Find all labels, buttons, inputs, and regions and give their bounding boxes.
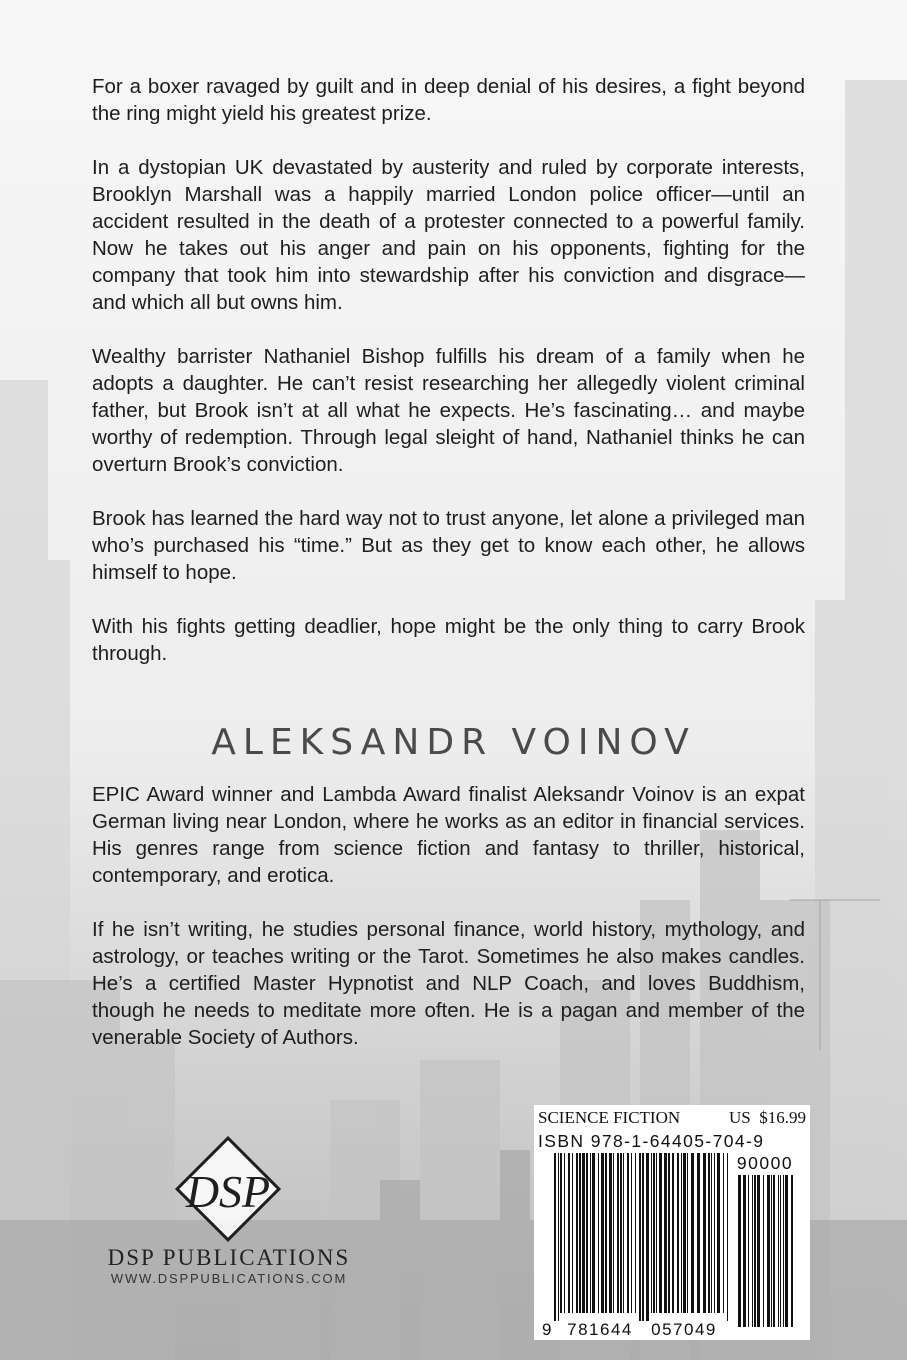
barcode-bar [703,1153,706,1313]
genre-label: SCIENCE FICTION [538,1108,681,1127]
barcode-bar [691,1153,694,1313]
barcode-bar [791,1175,793,1327]
barcode-bar [757,1175,760,1327]
barcode-bar [639,1153,641,1321]
barcode-bar [590,1153,591,1313]
barcode-bar [752,1175,753,1327]
barcode-bar [771,1175,772,1327]
ean-first-digit: 9 [542,1320,552,1339]
barcode-bar [568,1153,570,1313]
barcode-bar [642,1153,644,1321]
barcode-bar [560,1153,562,1313]
author-name-heading: ALEKSANDR VOINOV [211,722,696,763]
blurb-paragraph: With his fights getting deadlier, hope might be the only thing to carry Brook through. [92,615,805,665]
barcode-bar [609,1153,612,1313]
barcode-bar [687,1153,688,1313]
barcode-bar [767,1175,770,1327]
barcode-bar [672,1153,674,1313]
barcode-bar [677,1153,679,1313]
barcode-bar [668,1153,670,1313]
barcode-bar [572,1153,573,1313]
barcode-bar [783,1175,784,1327]
price-label: US $16.99 [729,1108,806,1127]
barcode-bar [617,1153,619,1313]
barcode-bar [558,1153,559,1321]
barcode-bar [582,1153,585,1313]
ean-group2: 057049 [651,1320,717,1339]
barcode-bar [714,1153,715,1313]
barcode-bar [763,1175,764,1327]
barcode-bar [664,1153,667,1313]
barcode-bar [579,1153,581,1313]
barcode-bar [708,1153,710,1313]
barcode-bar [778,1175,779,1327]
barcode-graphic [534,1105,810,1340]
barcode-bar [748,1175,749,1327]
barcode-bar [613,1153,614,1313]
barcode-bar [635,1153,636,1313]
barcode-bar [681,1153,682,1313]
barcode-bar [773,1175,775,1327]
price-code: 90000 [736,1153,794,1173]
barcode-bar [598,1153,599,1313]
blurb-paragraph: In a dystopian UK devastated by austerity and ruled by corporate interests, Brooklyn Marshall was a happily married London police officer—until an accident resulted in the death of a protester connected to a powerful family. Now he takes out his anger and pain on his opponents, fighting for the company that took him into stewardship after his conviction and disgrace—and which all but owns him. [92,156,805,314]
barcode-bar [627,1153,629,1313]
addon-bars [738,1175,793,1327]
barcode-bar [605,1153,607,1313]
barcode-bar [727,1153,728,1321]
blurb-paragraph: For a boxer ravaged by guilt and in deep denial of his desires, a fight beyond the ring might yield his greatest prize. [92,75,805,125]
author-bio [92,781,805,1078]
barcode-bar [653,1153,655,1313]
blurb-paragraph: Wealthy barrister Nathaniel Bishop fulfills his dream of a family when he adopts a daughter. He can’t resist researching her allegedly violent criminal father, but Brook isn’t at all what he expects. He’s fascinating… and maybe worthy of redemption. Through legal sleight of hand, Nathaniel thinks he can overturn Brook’s conviction. [92,345,805,476]
barcode-bar [620,1153,622,1313]
barcode-bar [743,1175,746,1327]
barcode-bar [646,1153,649,1321]
publisher-website: WWW.DSPPUBLICATIONS.COM [110,1271,348,1286]
barcode-bar [656,1153,657,1313]
barcode-bar [554,1153,556,1321]
barcode-bar [697,1153,700,1313]
barcode-bar [601,1153,604,1313]
bio-paragraph: If he isn’t writing, he studies personal finance, world history, mythology, and astrology, or teaches writing or the Tarot. Sometimes he also makes candles. He’s a certified Master Hypnotist and NLP Coach, and loves Buddhism, though he needs to meditate more often. He is a pagan and member of the venerable Society of Authors. [92,918,805,1049]
barcode-bar [623,1153,624,1313]
barcode-bar [659,1153,662,1313]
isbn-label: ISBN 978-1-64405-704-9 [538,1131,765,1151]
barcode-bar [723,1153,724,1313]
ean-bars [554,1153,728,1321]
dsp-logo [172,1133,284,1245]
barcode-bar [564,1153,565,1313]
barcode-bar [586,1153,588,1313]
barcode-panel [534,1105,810,1340]
barcode-bar [631,1153,632,1313]
barcode-bar [592,1153,595,1313]
logo-letters: DSP [185,1166,271,1217]
publisher-name: DSP PUBLICATIONS [107,1245,351,1270]
barcode-bar [754,1175,756,1327]
barcode-bar [711,1153,712,1313]
barcode-bar [683,1153,686,1313]
blurb-paragraph: Brook has learned the hard way not to trust anyone, let alone a privileged man who’s purchased his “time.” But as they get to know each other, he allows himself to hope. [92,507,805,584]
barcode-bar [576,1153,578,1313]
ean-group1: 781644 [567,1320,633,1339]
barcode-bar [780,1175,781,1327]
bio-paragraph: EPIC Award winner and Lambda Award finalist Aleksandr Voinov is an expat German living near London, where he works as an editor in financial services. His genres range from science fiction and fantasy to thriller, historical, contemporary, and erotica. [92,783,805,887]
barcode-bar [651,1153,652,1313]
barcode-bar [785,1175,788,1327]
book-blurb [92,73,805,667]
barcode-bar [717,1153,720,1313]
barcode-bar [738,1175,741,1327]
